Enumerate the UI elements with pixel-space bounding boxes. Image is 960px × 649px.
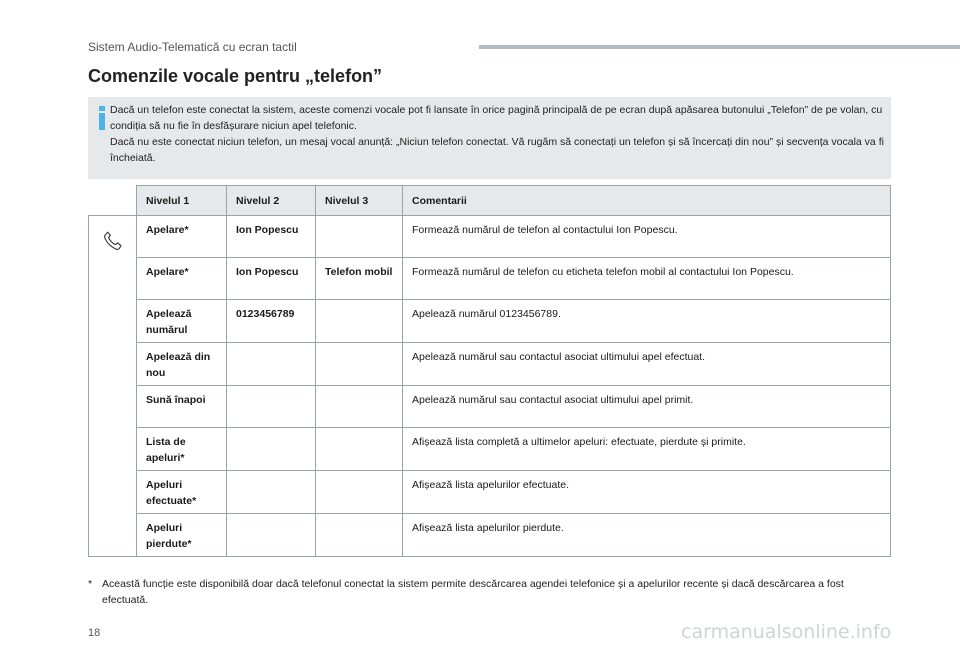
level-2-cell [227,386,316,428]
level-3-cell [316,471,403,514]
level-1-cell: Apelează numărul [137,300,227,343]
level-2-cell: Ion Popescu [227,216,316,258]
section-title: Sistem Audio-Telematică cu ecran tactil [88,40,297,54]
icon-cell [89,216,137,557]
page-number: 18 [88,627,101,639]
comment-cell: Afișează lista apelurilor pierdute. [403,514,891,557]
comment-cell: Apelează numărul sau contactul asociat ultimului apel efectuat. [403,343,891,386]
table-header-row [89,186,891,216]
table-row [89,514,891,557]
info-paragraph: Dacă un telefon este conectat la sistem, aceste comenzi vocale pot fi lansate în orice pagină principală de pe ecran după apăsarea butonului „Telefon” de pe volan, cu condiția să nu fie în desfășurare niciun apel telefonic. [110,104,883,132]
footnote [88,576,878,608]
comment-cell: Afișează lista apelurilor efectuate. [403,471,891,514]
table-row [89,258,891,300]
level-3-cell [316,514,403,557]
header-divider-bar [479,45,960,49]
level-1-cell: Apelează din nou [137,343,227,386]
level-1-cell: Apeluri pierdute* [137,514,227,557]
level-1-cell: Sună înapoi [137,386,227,428]
table-row [89,300,891,343]
level-2-cell: 0123456789 [227,300,316,343]
footnote-marker: * [88,578,93,590]
comment-cell: Afișează lista completă a ultimelor apeluri: efectuate, pierdute și primite. [403,428,891,471]
info-paragraph: Dacă nu este conectat niciun telefon, un mesaj vocal anunță: „Niciun telefon conectat. Vă rugăm să conectați un telefon și să încercați din nou” și secvența vocala va fi încheiată. [110,136,884,164]
table-row [89,343,891,386]
level-1-cell: Apeluri efectuate* [137,471,227,514]
table-row [89,471,891,514]
level-1-cell: Lista de apeluri* [137,428,227,471]
level-2-cell [227,428,316,471]
comment-cell: Apelează numărul 0123456789. [403,300,891,343]
header-comments: Comentarii [403,186,891,216]
level-3-cell [316,343,403,386]
level-2-cell [227,343,316,386]
level-3-cell [316,428,403,471]
comment-cell: Formează numărul de telefon cu eticheta telefon mobil al contactului Ion Popescu. [403,258,891,300]
header-level-2: Nivelul 2 [227,186,316,216]
level-2-cell [227,514,316,557]
level-1-cell: Apelare* [137,216,227,258]
watermark-text: carmanualsonline.info [681,621,892,643]
info-box [88,97,891,179]
comment-cell: Formează numărul de telefon al contactului Ion Popescu. [403,216,891,258]
level-3-cell [316,216,403,258]
table-row [89,216,891,258]
level-3-cell [316,300,403,343]
level-2-cell: Ion Popescu [227,258,316,300]
level-3-cell: Telefon mobil [316,258,403,300]
footnote-text: Această funcție este disponibilă doar dacă telefonul conectat la sistem permite descărcarea agendei telefonice și a apelurilor recente și dacă descărcarea a fost efectuată. [102,578,844,606]
voice-commands-table [88,185,891,557]
phone-handset-icon [101,229,125,253]
table-row [89,428,891,471]
header-level-1: Nivelul 1 [137,186,227,216]
header-level-3: Nivelul 3 [316,186,403,216]
info-text [110,102,885,166]
comment-cell: Apelează numărul sau contactul asociat ultimului apel primit. [403,386,891,428]
level-3-cell [316,386,403,428]
table-row [89,386,891,428]
info-icon [99,106,105,130]
header-icon-spacer [89,186,137,216]
level-2-cell [227,471,316,514]
page-title: Comenzile vocale pentru „telefon” [88,66,383,86]
level-1-cell: Apelare* [137,258,227,300]
